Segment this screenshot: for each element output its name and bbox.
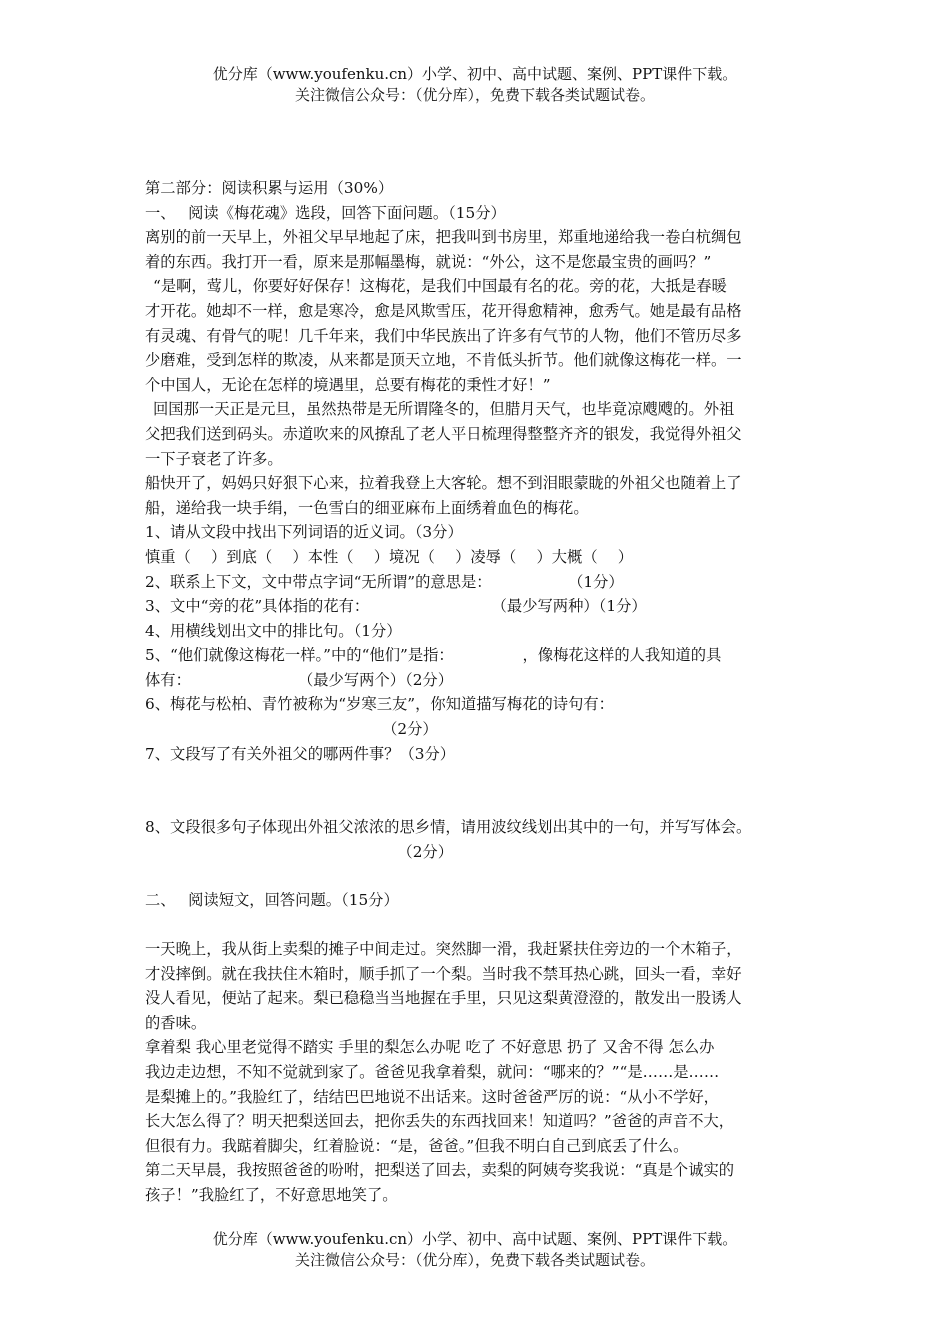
question-line: 3、文中“旁的花”具体指的花有： （最少写两种）（1分）: [145, 597, 647, 616]
document-body: [145, 176, 810, 1208]
question-group-heading: 一、 阅读《梅花魂》选段，回答下面问题。（15分）: [145, 203, 506, 222]
question-line: 2、联系上下文，文中带点字词“无所谓”的意思是： （1分）: [145, 572, 624, 591]
header-line-2: 关注微信公众号：（优分库），免费下载各类试题试卷。: [294, 86, 655, 104]
footer-line-1: 优分库（www.youfenku.cn）小学、初中、高中试题、案例、PPT课件下载。: [212, 1230, 738, 1248]
section-gap: [145, 913, 810, 937]
passage-line: 拿着梨 我心里老觉得不踏实 手里的梨怎么办呢 吃了 不好意思 扔了 又舍不得 怎么办: [145, 1038, 715, 1057]
question-line: 6、梅花与松柏、青竹被称为“岁寒三友”，你知道描写梅花的诗句有：: [145, 695, 614, 714]
passage-line: 船快开了，妈妈只好狠下心来，拉着我登上大客轮。想不到泪眼蒙眬的外祖父也随着上了: [145, 474, 742, 493]
passage-line: 第二天早晨，我按照爸爸的吩咐，把梨送了回去，卖梨的阿姨夸奖我说：“真是个诚实的: [145, 1161, 735, 1180]
passage-line: 是梨摊上的。”我脸红了，结结巴巴地说不出话来。这时爸爸严厉的说：“从小不学好，: [145, 1087, 719, 1106]
question-line: （2分）: [145, 842, 454, 861]
passage-line: 离别的前一天早上，外祖父早早地起了床，把我叫到书房里，郑重地递给我一卷白杭绸包: [145, 228, 742, 247]
passage-line: 着的东西。我打开一看，原来是那幅墨梅，就说：“外公，这不是您最宝贵的画吗？”: [145, 252, 712, 271]
question-line: 7、文段写了有关外祖父的哪两件事？（3分）: [145, 744, 456, 763]
answer-space: [145, 766, 810, 815]
question-line: 5、“他们就像这梅花一样。”中的“他们”是指： ，像梅花这样的人我知道的具: [145, 646, 722, 665]
passage-line: 但很有力。我踮着脚尖，红着脸说：“是，爸爸。”但我不明白自己到底丢了什么。: [145, 1136, 689, 1155]
question-line: （2分）: [145, 720, 438, 739]
passage-line: 船，递给我一块手绢，一色雪白的细亚麻布上面绣着血色的梅花。: [145, 498, 589, 517]
passage-line: 长大怎么得了？明天把梨送回去，把你丢失的东西找回来！知道吗？”爸爸的声音不大，: [145, 1112, 735, 1131]
passage-line: 才开花。她却不一样，愈是寒冷，愈是风欺雪压，花开得愈精神，愈秀气。她是最有品格: [145, 301, 742, 320]
passage-line: 才没摔倒。就在我扶住木箱时，顺手抓了一个梨。当时我不禁耳热心跳，回头一看，幸好: [145, 964, 742, 983]
page-footer: [0, 1229, 950, 1271]
passage-line: 有灵魂、有骨气的呢！几千年来，我们中华民族出了许多有气节的人物，他们不管历尽多: [145, 326, 742, 345]
passage-line: 的香味。: [145, 1013, 207, 1032]
passage-line: 一天晚上，我从街上卖梨的摊子中间走过。突然脚一滑，我赶紧扶住旁边的一个木箱子，: [145, 940, 742, 959]
question-line: 体有： （最少写两个）（2分）: [145, 670, 454, 689]
passage-line: 回国那一天正是元旦，虽然热带是无所谓隆冬的，但腊月天气，也毕竟凉飕飕的。外祖: [153, 400, 735, 419]
question-line: 慎重（ ）到底（ ）本性（ ）境况（ ）凌辱（ ）大概（ ）: [145, 547, 634, 566]
section-title: 第二部分：阅读积累与运用（30%）: [145, 179, 394, 197]
footer-line-2: 关注微信公众号：（优分库），免费下载各类试题试卷。: [294, 1251, 655, 1269]
passage-line: 没人看见，便站了起来。梨已稳稳当当地握在手里，只见这梨黄澄澄的，散发出一股诱人: [145, 989, 742, 1008]
passage-line: 孩子！”我脸红了，不好意思地笑了。: [145, 1185, 398, 1204]
header-line-1: 优分库（www.youfenku.cn）小学、初中、高中试题、案例、PPT课件下载。: [212, 65, 738, 83]
passage-line: “是啊，莺儿，你要好好保存！这梅花，是我们中国最有名的花。旁的花，大抵是春暖: [153, 277, 727, 296]
passage-line: 一下子衰老了许多。: [145, 449, 283, 468]
passage-line: 个中国人，无论在怎样的境遇里，总要有梅花的秉性才好！”: [145, 375, 551, 394]
question-line: 8、文段很多句子体现出外祖父浓浓的思乡情，请用波纹线划出其中的一句，并写写体会。: [145, 818, 752, 837]
question-line: 4、用横线划出文中的排比句。（1分）: [145, 621, 402, 640]
section-gap: [145, 864, 810, 888]
question-line: 1、请从文段中找出下列词语的近义词。（3分）: [145, 523, 463, 542]
page-header: [0, 64, 950, 106]
passage-line: 我边走边想，不知不觉就到家了。爸爸见我拿着梨，就问：“哪来的？”“是……是……: [145, 1063, 720, 1081]
question-group-heading: 二、 阅读短文，回答问题。（15分）: [145, 891, 399, 910]
passage-line: 少磨难，受到怎样的欺凌，从来都是顶天立地，不肯低头折节。他们就像这梅花一样。一: [145, 351, 742, 370]
passage-line: 父把我们送到码头。赤道吹来的风撩乱了老人平日梳理得整整齐齐的银发，我觉得外祖父: [145, 424, 742, 443]
